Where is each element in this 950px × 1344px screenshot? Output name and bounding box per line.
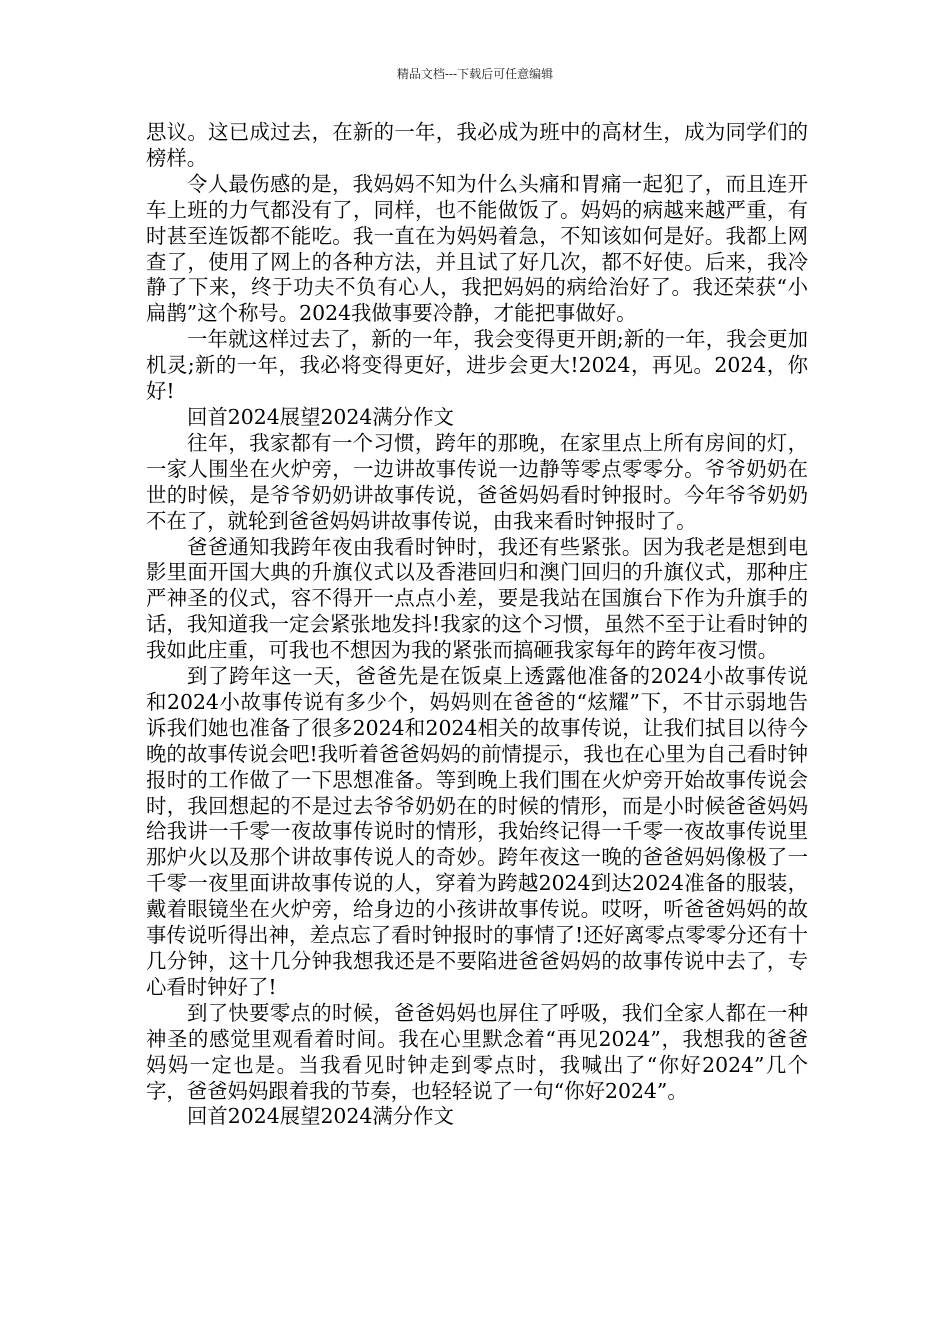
document-body: [146, 120, 808, 1130]
paragraph-1: 思议。这已成过去，在新的一年，我必成为班中的高材生，成为同学们的榜样。: [146, 120, 808, 170]
paragraph-7: 到了快要零点的时候，爸爸妈妈也屏住了呼吸，我们全家人都在一种神圣的感觉里观看着时间。我在心里默念着“再见2024”，我想我的爸爸妈妈一定也是。当我看见时钟走到零点时，我喊出了“你好2024”几个字，爸爸妈妈跟着我的节奏，也轻轻说了一句“你好2024”。: [146, 1000, 808, 1103]
paragraph-3: 一年就这样过去了，新的一年，我会变得更开朗;新的一年，我会更加机灵;新的一年，我必将变得更好，进步会更大!2024，再见。2024，你好!: [146, 327, 808, 404]
paragraph-6: 到了跨年这一天，爸爸先是在饭桌上透露他准备的2024小故事传说和2024小故事传说有多少个，妈妈则在爸爸的“炫耀”下，不甘示弱地告诉我们她也准备了很多2024和2024相关的故事传说，让我们拭目以待今晚的故事传说会吧!我听着爸爸妈妈的前情提示，我也在心里为自己看时钟报时的工作做了一下思想准备。等到晚上我们围在火炉旁开始故事传说会时，我回想起的不是过去爷爷奶奶在的时候的情形，而是小时候爸爸妈妈给我讲一千零一夜故事传说时的情形，我始终记得一千零一夜故事传说里那炉火以及那个讲故事传说人的奇妙。跨年夜这一晚的爸爸妈妈像极了一千零一夜里面讲故事传说的人，穿着为跨越2024到达2024准备的服装，戴着眼镜坐在火炉旁，给身边的小孩讲故事传说。哎呀，听爸爸妈妈的故事传说听得出神，差点忘了看时钟报时的事情了!还好离零点零零分还有十几分钟，这十几分钟我想我还是不要陷进爸爸妈妈的故事传说中去了，专心看时钟好了!: [146, 664, 808, 999]
paragraph-2: 令人最伤感的是，我妈妈不知为什么头痛和胃痛一起犯了，而且连开车上班的力气都没有了，同样，也不能做饭了。妈妈的病越来越严重，有时甚至连饭都不能吃。我一直在为妈妈着急，不知该如何是好。我都上网查了，使用了网上的各种方法，并且试了好几次，都不好使。后来，我冷静了下来，终于功夫不负有心人，我把妈妈的病给治好了。我还荣获“小扁鹊”这个称号。2024我做事要冷静，才能把事做好。: [146, 171, 808, 326]
paragraph-4: 往年，我家都有一个习惯，跨年的那晚，在家里点上所有房间的灯，一家人围坐在火炉旁，一边讲故事传说一边静等零点零零分。爷爷奶奶在世的时候，是爷爷奶奶讲故事传说，爸爸妈妈看时钟报时。今年爷爷奶奶不在了，就轮到爸爸妈妈讲故事传说，由我来看时钟报时了。: [146, 430, 808, 533]
paragraph-5: 爸爸通知我跨年夜由我看时钟时，我还有些紧张。因为我老是想到电影里面开国大典的升旗仪式以及香港回归和澳门回归的升旗仪式，那种庄严神圣的仪式，容不得开一点点小差，要是我站在国旗台下作为升旗手的话，我知道我一定会紧张地发抖!我家的这个习惯，虽然不至于让看时钟的我如此庄重，可我也不想因为我的紧张而搞砸我家每年的跨年夜习惯。: [146, 534, 808, 663]
essay-title-1: 回首2024展望2024满分作文: [187, 404, 454, 429]
essay-title-2: 回首2024展望2024满分作文: [187, 1104, 454, 1129]
page-header: 精品文档---下载后可任意编辑: [396, 67, 554, 81]
